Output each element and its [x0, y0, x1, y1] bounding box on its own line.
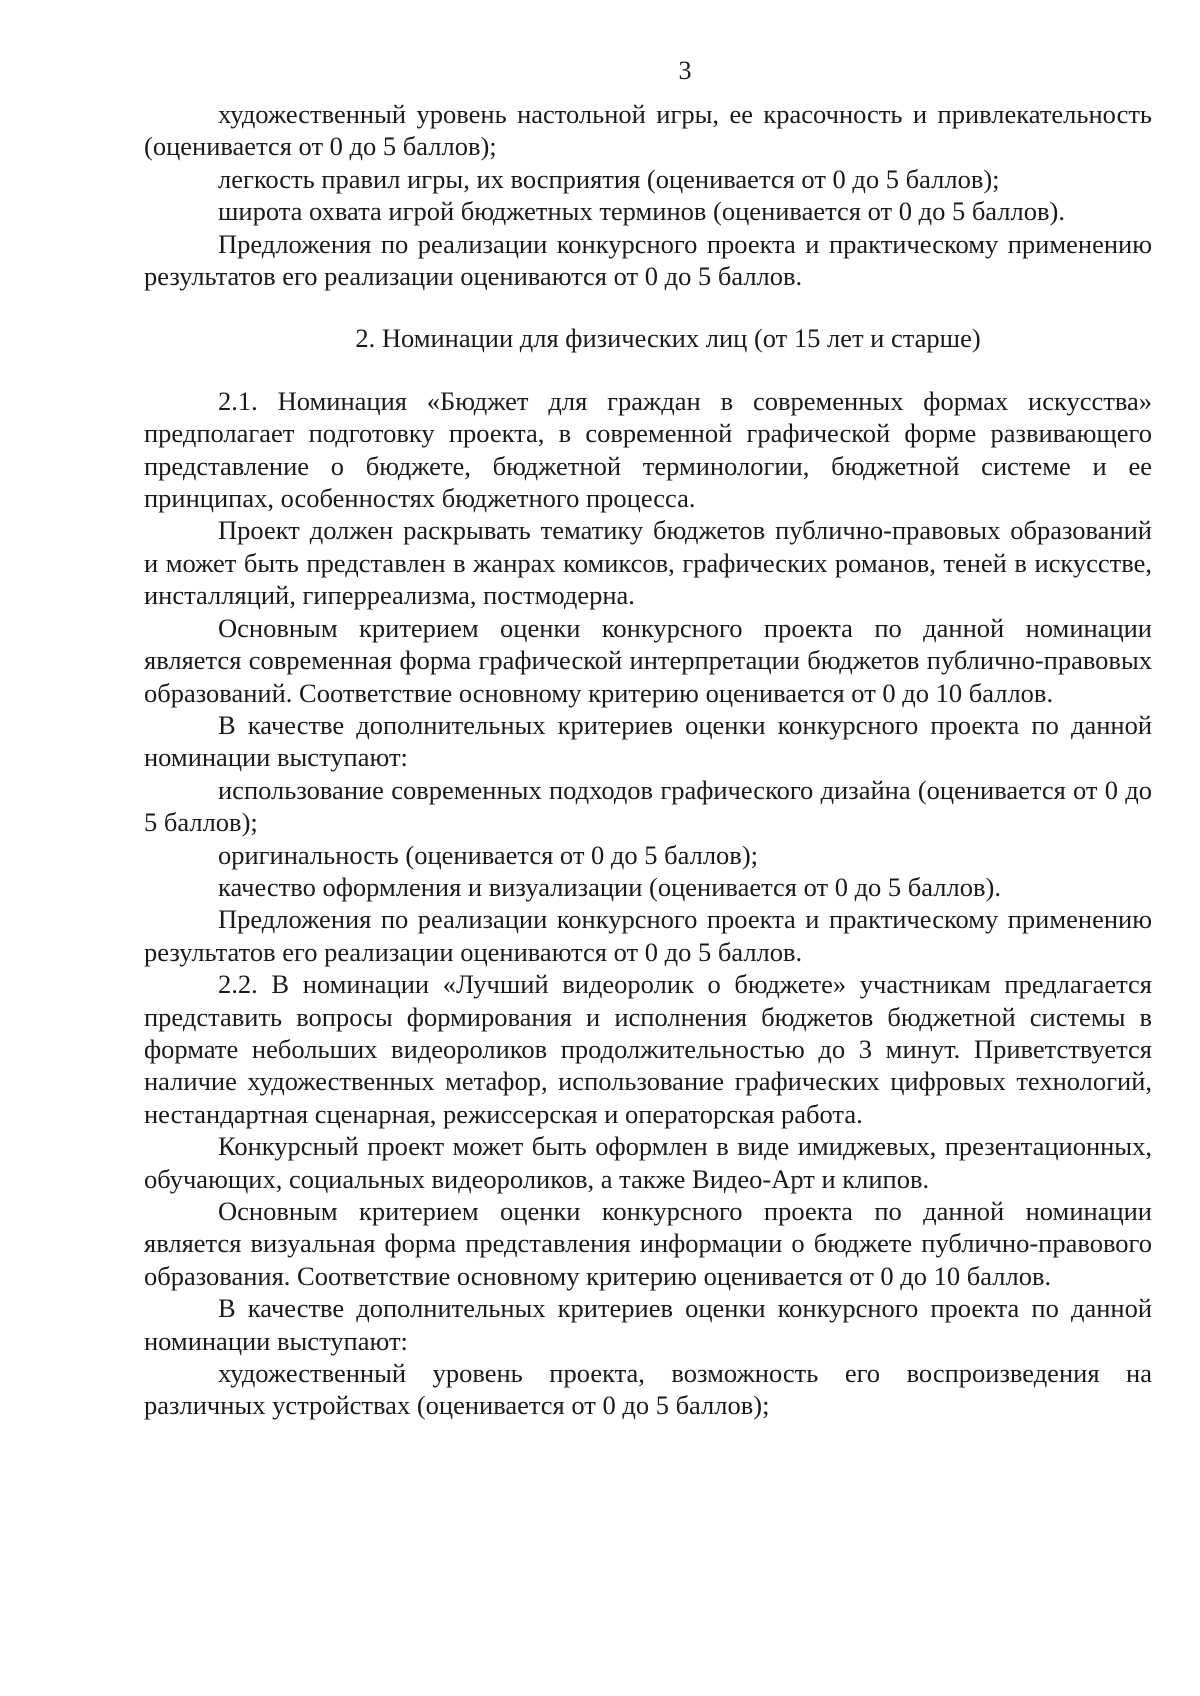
paragraph: художественный уровень настольной игры, ее красочность и привлекательность (оценивается от 0 до 5 баллов); — [144, 99, 1152, 162]
paragraph: использование современных подходов графического дизайна (оценивается от 0 до 5 баллов); — [144, 774, 1152, 838]
paragraph: В качестве дополнительных критериев оценки конкурсного проекта по данной номинации выступают: — [144, 709, 1152, 773]
section-heading: 2. Номинации для физических лиц (от 15 лет и старше) — [355, 323, 981, 354]
paragraph: легкость правил игры, их восприятия (оценивается от 0 до 5 баллов); — [218, 163, 1000, 194]
paragraph: Конкурсный проект может быть оформлен в виде имиджевых, презентационных, обучающих, социальных видеороликов, а также Видео-Арт и клипов. — [144, 1131, 1152, 1194]
page-number: 3 — [678, 56, 692, 85]
paragraph: Основным критерием оценки конкурсного проекта по данной номинации является визуальная форма представления информации о бюджете публично-правового образования. Соответствие основному критерию оценивается от 0 до 10 баллов. — [144, 1196, 1152, 1291]
document-body — [144, 98, 1152, 1422]
paragraph: Предложения по реализации конкурсного проекта и практическому применению результатов его реализации оцениваются от 0 до 5 баллов. — [144, 228, 1152, 292]
paragraph: Основным критерием оценки конкурсного проекта по данной номинации является современная форма графической интерпретации бюджетов публично-правовых образований. Соответствие основному критерию оценивается от 0 до 10 баллов. — [144, 612, 1152, 708]
paragraph: Проект должен раскрывать тематику бюджетов публично-правовых образований и может быть представлен в жанрах комиксов, графических романов, теней в искусстве, инсталляций, гиперреализма, постмодерна. — [144, 515, 1152, 611]
paragraph: 2.1. Номинация «Бюджет для граждан в современных формах искусства» предполагает подготовку проекта, в современной графической форме развивающего представление о бюджете, бюджетной терминологии, бюджетной системе и ее принципах, особенностях бюджетного процесса. — [144, 385, 1152, 514]
paragraph: В качестве дополнительных критериев оценки конкурсного проекта по данной номинации выступают: — [144, 1293, 1152, 1356]
paragraph: широта охвата игрой бюджетных терминов (оценивается от 0 до 5 баллов). — [218, 196, 1065, 227]
paragraph: оригинальность (оценивается от 0 до 5 баллов); — [218, 839, 759, 870]
paragraph: 2.2. В номинации «Лучший видеоролик о бюджете» участникам предлагается представить вопросы формирования и исполнения бюджетов бюджетной системы в формате небольших видеороликов продолжительностью до 3 минут. Приветствуется наличие художественных метафор, использование графических цифровых технологий, нестандартная сценарная, режиссерская и операторская работа. — [144, 969, 1152, 1129]
paragraph: Предложения по реализации конкурсного проекта и практическому применению результатов его реализации оцениваются от 0 до 5 баллов. — [144, 904, 1152, 967]
paragraph: качество оформления и визуализации (оценивается от 0 до 5 баллов). — [218, 871, 1001, 902]
paragraph: художественный уровень проекта, возможность его воспроизведения на различных устройствах (оценивается от 0 до 5 баллов); — [144, 1358, 1152, 1421]
